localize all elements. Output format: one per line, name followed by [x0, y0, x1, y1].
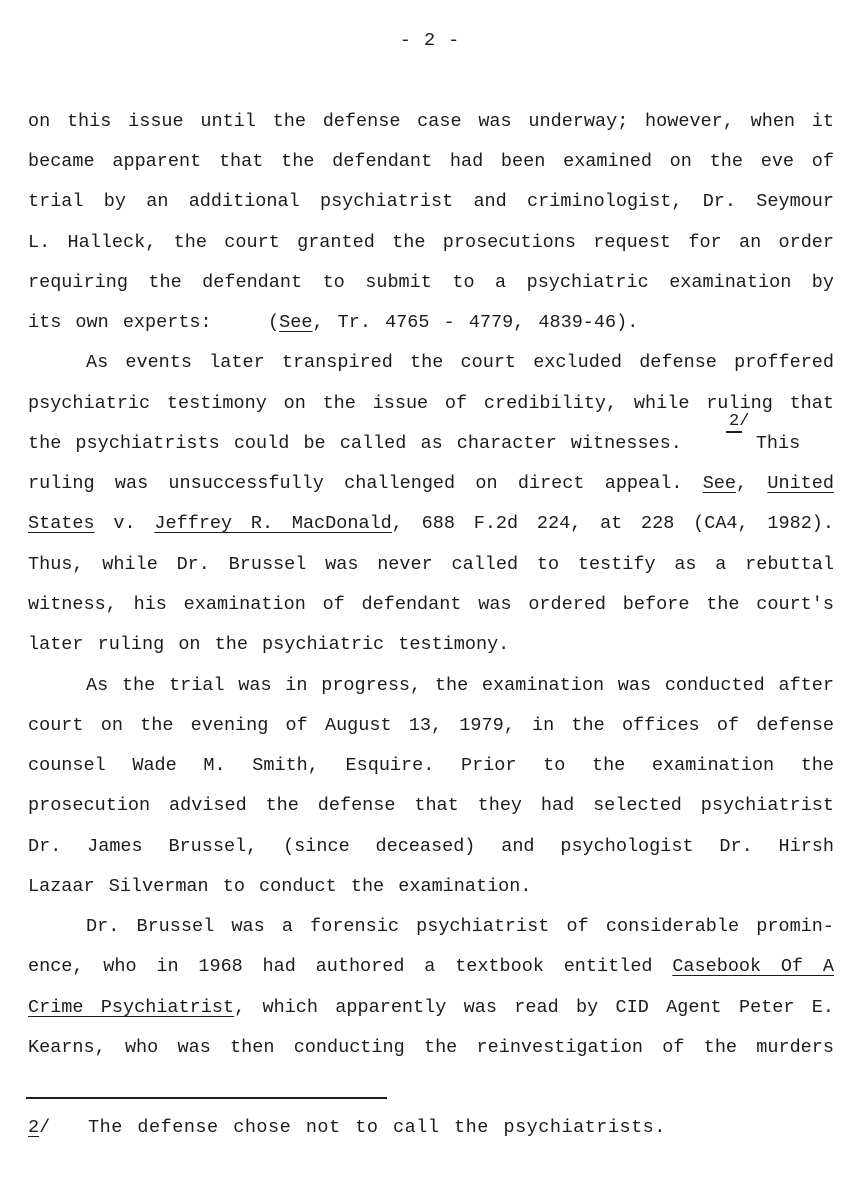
text-fragment: v.	[113, 513, 136, 534]
text-line-3: trial by an additional psychiatrist and criminologist, Dr. Seymour	[28, 191, 834, 212]
footnote-marker	[28, 1117, 50, 1138]
text-line-18: prosecution advised the defense that they had selected psychiatrist	[28, 795, 834, 816]
text-line-20: Lazaar Silverman to conduct the examination.	[28, 876, 532, 897]
book-title-part: Crime Psychiatrist	[28, 997, 235, 1018]
text-fragment: the psychiatrists could be called as character witnesses.	[28, 433, 682, 454]
text-fragment: ence, who in 1968 had authored a textbook entitled	[28, 956, 653, 977]
text-line-11	[28, 513, 834, 534]
text-line-24: Kearns, who was then conducting the reinvestigation of the murders	[28, 1037, 834, 1058]
text-line-7: As events later transpired the court excluded defense proffered	[86, 352, 834, 373]
text-line-5: requiring the defendant to submit to a psychiatric examination by	[28, 272, 834, 293]
signal-see: See	[279, 312, 313, 333]
case-name-part: United	[767, 473, 834, 494]
citation: , 688 F.2d 224, at 228 (CA4, 1982).	[391, 513, 834, 534]
footnote-reference: 2/	[729, 412, 750, 431]
case-name-part: Jeffrey R. MacDonald	[154, 513, 392, 534]
text-line-15: As the trial was in progress, the examination was conducted after	[86, 675, 834, 696]
text-line-13: witness, his examination of defendant was ordered before the court's	[28, 594, 834, 615]
text-line-21: Dr. Brussel was a forensic psychiatrist of considerable promin-	[86, 916, 834, 937]
text-line-4: L. Halleck, the court granted the prosecutions request for an order	[28, 232, 834, 253]
signal-see: See	[702, 473, 737, 494]
text-fragment: ruling was unsuccessfully challenged on direct appeal.	[28, 473, 683, 494]
text-line-2: became apparent that the defendant had been examined on the eve of	[28, 151, 834, 172]
footnote-text: The defense chose not to call the psychiatrists.	[88, 1117, 666, 1138]
book-title-part: Casebook Of A	[672, 956, 834, 977]
footnote-marker-slash: /	[39, 1117, 51, 1138]
text-line-9	[28, 433, 834, 454]
text-line-16: court on the evening of August 13, 1979, in the offices of defense	[28, 715, 834, 736]
text-line-14: later ruling on the psychiatric testimony.	[28, 634, 510, 655]
text-fragment: its own experts:	[28, 312, 212, 333]
case-name-part: States	[28, 513, 95, 534]
footnote-marker-number: 2	[28, 1117, 40, 1138]
page-number: - 2 -	[399, 30, 461, 51]
text-line-8: psychiatric testimony on the issue of credibility, while ruling that	[28, 393, 834, 414]
text-line-6: its own experts: (See, Tr. 4765 - 4779, 4839-46).	[28, 312, 639, 333]
text-line-17: counsel Wade M. Smith, Esquire. Prior to the examination the	[28, 755, 834, 776]
text-fragment: , which apparently was read by CID Agent Peter E.	[234, 997, 834, 1018]
text-fragment: , Tr. 4765 - 4779, 4839-46).	[312, 312, 639, 333]
text-line-23	[28, 997, 834, 1018]
text-line-1: on this issue until the defense case was underway; however, when it	[28, 111, 834, 132]
text-line-12: Thus, while Dr. Brussel was never called to testify as a rebuttal	[28, 554, 834, 575]
text-line-10: ruling was unsuccessfully challenged on direct appeal. See, United	[28, 473, 834, 494]
text-line-19: Dr. James Brussel, (since deceased) and psychologist Dr. Hirsh	[28, 836, 834, 857]
footnote-reference-bar	[726, 431, 742, 433]
text-line-22	[28, 956, 834, 977]
text-fragment: This	[755, 433, 801, 454]
footnote-rule	[26, 1097, 387, 1099]
